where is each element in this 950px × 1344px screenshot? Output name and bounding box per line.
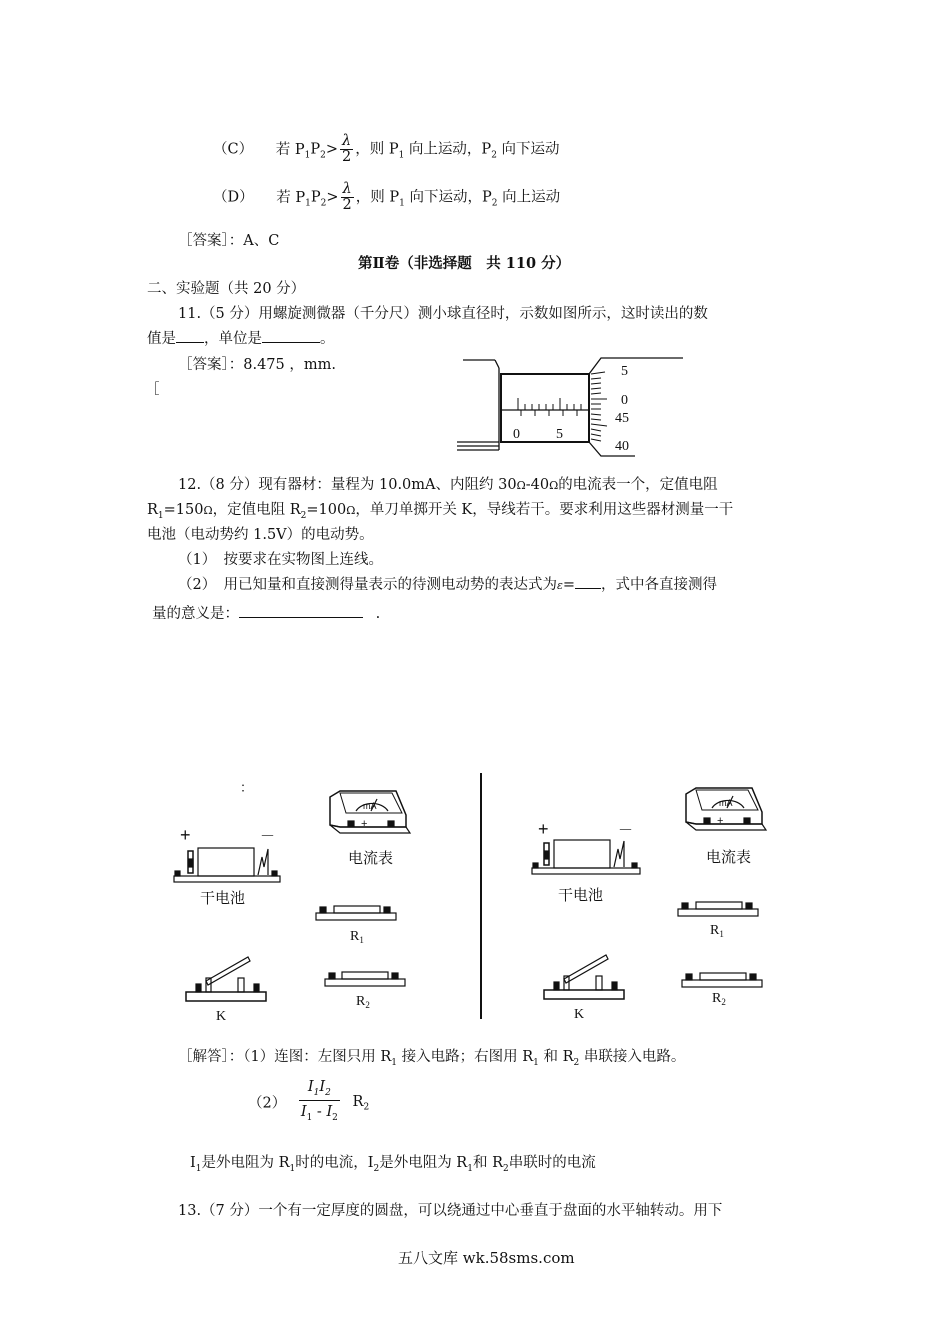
thimble-label: 40 <box>615 439 629 454</box>
q12-line3: 电池（电动势约 1.5V）的电动势。 <box>147 527 374 543</box>
switch-label: K <box>574 1007 585 1022</box>
answer-10: ［答案］：A、C <box>178 233 280 249</box>
meter-mark: mA <box>719 798 733 808</box>
thimble-label: 0 <box>621 393 628 408</box>
q12-line2: $R_1=150\Omega$，定值电阻 $R_2=100\Omega$，单刀单掷开关 K，导线若干。要求利用这些器材测量一干 <box>147 502 734 521</box>
r2-label: $R_2$ <box>356 994 370 1010</box>
sleeve-label: 0 <box>513 427 520 442</box>
battery-label: 干电池 <box>200 889 246 907</box>
figure-colon: ： <box>240 781 254 796</box>
section-heading: 二、实验题（共 20 分） <box>147 281 306 297</box>
battery-minus: － <box>618 822 634 839</box>
stray-bracket: ［ <box>145 382 160 398</box>
ammeter-label: 电流表 <box>348 849 394 867</box>
solution-line1: ［解答］：（1）连图：左图只用 $R_1$ 接入电路；右图用 $R_1$ 和 $R_2$ 串联接入电路。 <box>178 1049 686 1068</box>
q12-item1: （1） 按要求在实物图上连线。 <box>178 552 383 568</box>
r2-label: $R_2$ <box>712 991 726 1007</box>
q12-item3: 量的意义是： . <box>152 606 381 622</box>
footer: 五八文库 wk.58sms.com <box>398 1249 575 1267</box>
lambda-fraction: $\frac{\lambda}{2}$ <box>342 181 352 214</box>
solution-line3: $I_1$是外电阻为 $R_1$时的电流，$I_2$是外电阻为 $R_1$和 $R_2$串联时的电流 <box>190 1155 596 1174</box>
solution-formula: （2） $\frac{I_1I_2}{I_1 - I_2}$ $R_2$ <box>248 1079 370 1124</box>
meter-plus: + <box>361 818 368 830</box>
battery-label: 干电池 <box>558 886 604 904</box>
battery-minus: － <box>260 828 276 845</box>
emf-fraction: $\frac{I_1I_2}{I_1 - I_2}$ <box>300 1079 338 1124</box>
meter-mark: mA <box>363 801 377 811</box>
lambda-fraction: $\frac{\lambda}{2}$ <box>341 133 352 166</box>
q11-line1: 11.（5 分）用螺旋测微器（千分尺）测小球直径时，示数如图所示，这时读出的数 <box>178 306 708 322</box>
thimble-ticks <box>591 372 607 441</box>
r1-label: $R_1$ <box>350 929 364 945</box>
micrometer-figure <box>455 352 690 462</box>
switch-label: K <box>216 1009 227 1024</box>
ammeter-label: 电流表 <box>706 848 752 866</box>
q13-line1: 13.（7 分）一个有一定厚度的圆盘，可以绕通过中心垂直于盘面的水平轴转动。用下 <box>178 1203 723 1219</box>
q12-item2: （2） 用已知量和直接测得量表示的待测电动势的表达式为ε= ，式中各直接测得 <box>178 577 718 593</box>
battery-plus: + <box>538 819 549 839</box>
q12-line1: 12.（8 分）现有器材：量程为 10.0mA、内阻约 30Ω-40Ω的电流表一个，定值电阻 <box>178 477 718 493</box>
option-c: （C） 若 $P_1P_2>$ $\frac{\lambda}{2}$ ，则 $P_1$ 向上运动，$P_2$ 向下运动 <box>213 133 560 166</box>
r1-label: $R_1$ <box>710 923 724 939</box>
battery-plus: + <box>180 825 191 845</box>
q11-line2: 值是 ，单位是 。 <box>147 331 335 347</box>
meter-plus: + <box>717 815 724 827</box>
thimble-label: 45 <box>615 411 629 426</box>
q11-answer: ［答案］：8.475 ，mm. <box>178 357 336 373</box>
option-d: （D） 若 $P_1P_2>$ $\frac{\lambda}{2}$ ，则 $P_1$ 向下运动，$P_2$ 向上运动 <box>213 181 561 214</box>
section-title: 第Ⅱ卷（非选择题 共 110 分） <box>358 255 571 272</box>
right-figure <box>530 782 790 1027</box>
sleeve-label: 5 <box>556 427 563 442</box>
figure-divider <box>480 773 482 1019</box>
sleeve-ticks <box>518 398 581 416</box>
left-figure <box>170 785 430 1030</box>
thimble-label: 5 <box>621 364 628 379</box>
